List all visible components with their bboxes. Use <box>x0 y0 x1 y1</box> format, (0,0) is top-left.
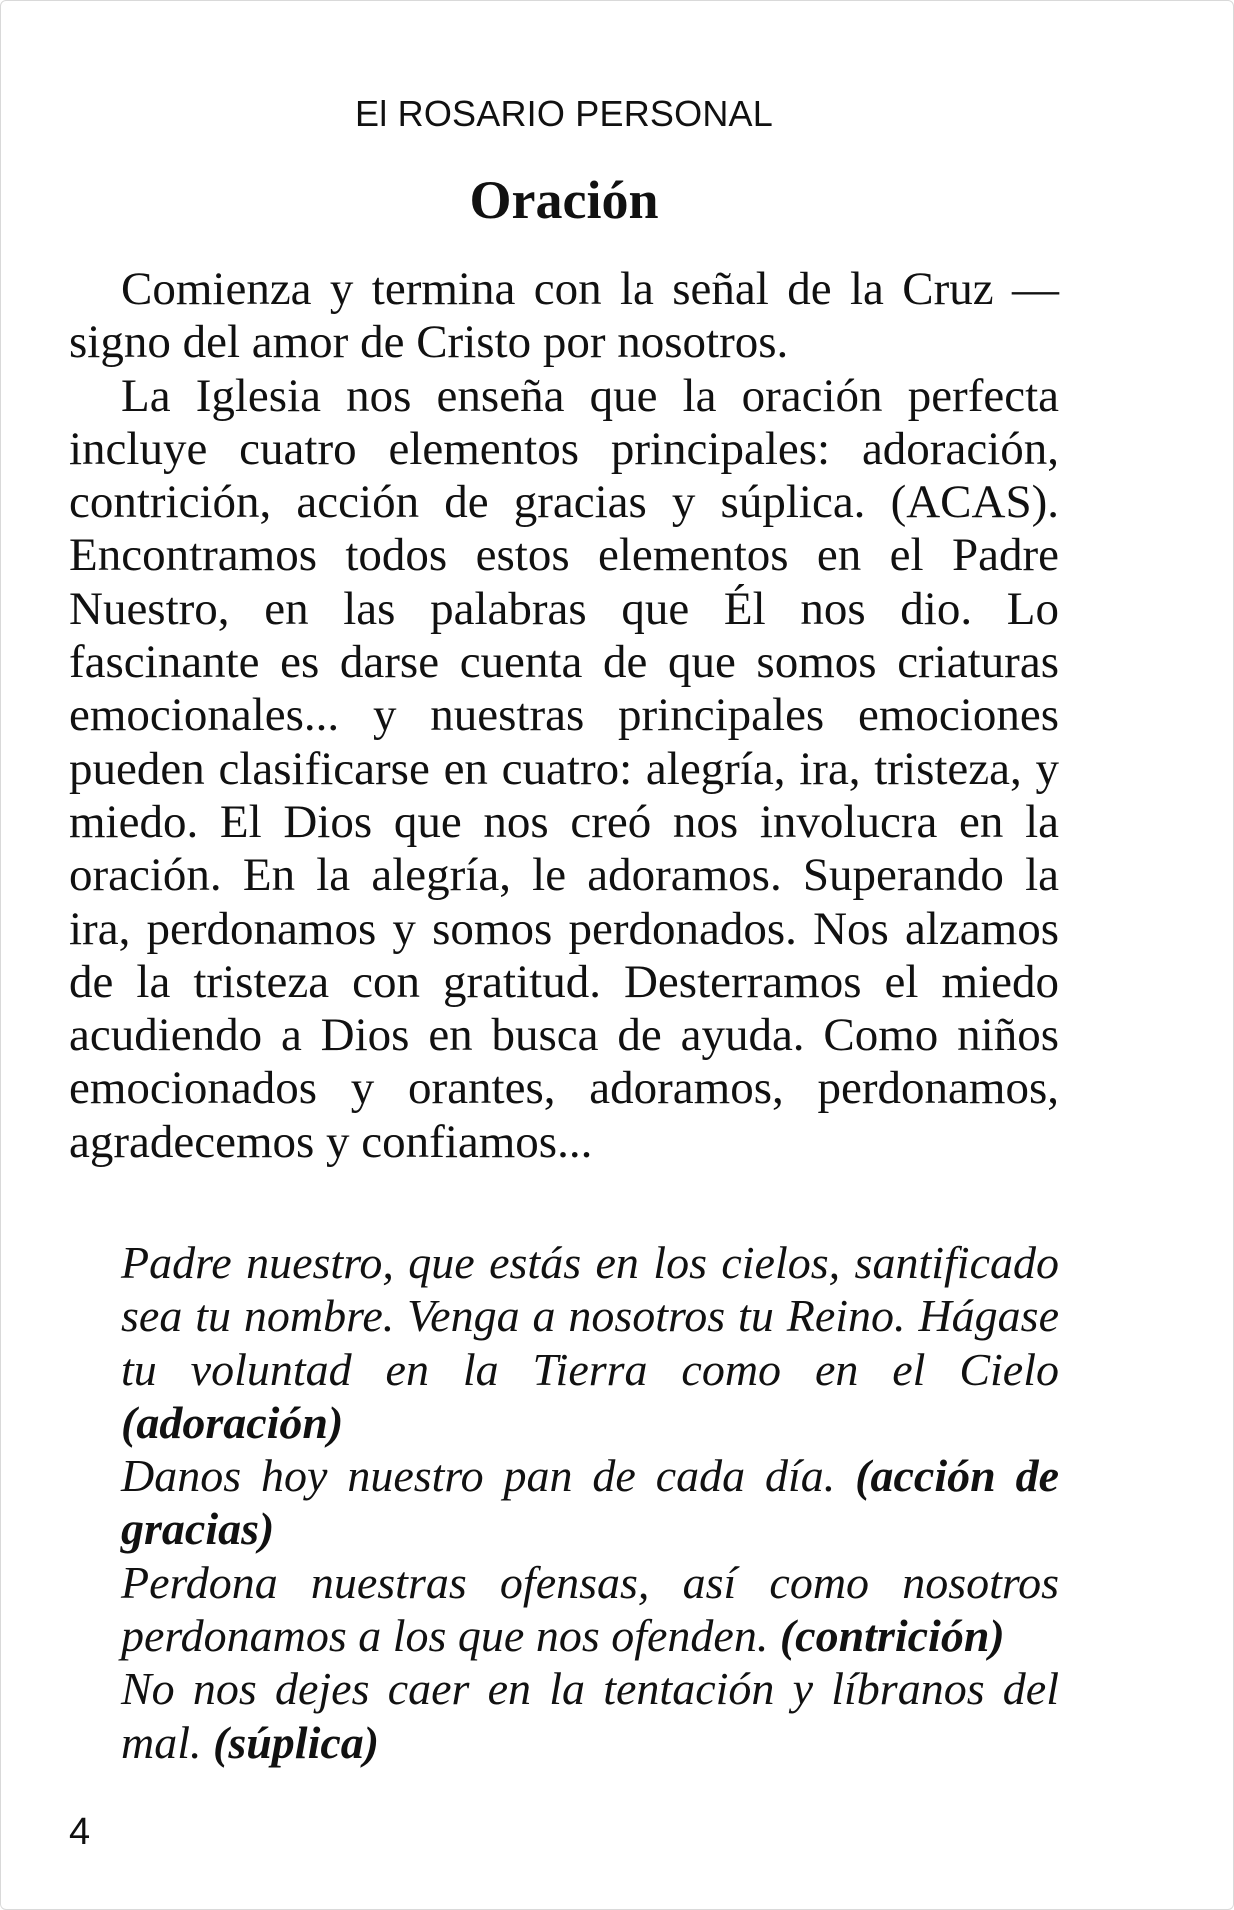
body-text <box>69 263 1059 1169</box>
prayer-text: Perdona nuestras ofensas, así como nosotros perdonamos a los que nos ofenden. <box>121 1556 1059 1662</box>
prayer-text: Padre nuestro, que estás en los cielos, santificado sea tu nombre. Venga a nosotros tu Reino. Hágase tu voluntad en la Tierra como en el Cielo <box>121 1237 1059 1395</box>
prayer-line-supplication <box>121 1662 1059 1769</box>
prayer-text: No nos dejes caer en la tentación y líbranos del mal. <box>121 1663 1059 1768</box>
paragraph-prayer-elements: La Iglesia nos enseña que la oración perfecta incluye cuatro elementos principales: adoración, contrición, acción de gracias y súplica. (ACAS). Encontramos todos estos elementos en el Padre Nuestro, en las palabras que Él nos dio. Lo fascinante es darse cuenta de que somos criaturas emocionales... y nuestras principales emociones pueden clasificarse en cuatro: alegría, ira, tristeza, y miedo. El Dios que nos creó nos involucra en la oración. En la alegría, le adoramos. Superando la ira, perdonamos y somos perdonados. Nos alzamos de la tristeza con gratitud. Desterramos el miedo acudiendo a Dios en busca de ayuda. Como niños emocionados y orantes, adoramos, perdonamos, agradecemos y confiamos... <box>69 369 1059 1168</box>
our-father-prayer <box>121 1236 1059 1769</box>
section-title: Oración <box>469 170 659 230</box>
prayer-tag: (contrición) <box>779 1610 1005 1662</box>
prayer-line-contrition <box>121 1556 1059 1663</box>
prayer-tag: (súplica) <box>213 1716 380 1768</box>
prayer-text: Danos hoy nuestro pan de cada día. <box>121 1450 856 1502</box>
page-number: 4 <box>69 1811 91 1853</box>
prayer-line-thanksgiving <box>121 1449 1059 1556</box>
running-header: El ROSARIO PERSONAL <box>355 93 773 134</box>
paragraph-sign-of-cross: Comienza y termina con la señal de la Cruz —signo del amor de Cristo por nosotros. <box>69 263 1059 369</box>
prayer-line-adoration <box>121 1236 1059 1449</box>
prayer-tag: (acción de gracias) <box>121 1450 1059 1555</box>
prayer-tag: (adoración) <box>121 1396 344 1448</box>
